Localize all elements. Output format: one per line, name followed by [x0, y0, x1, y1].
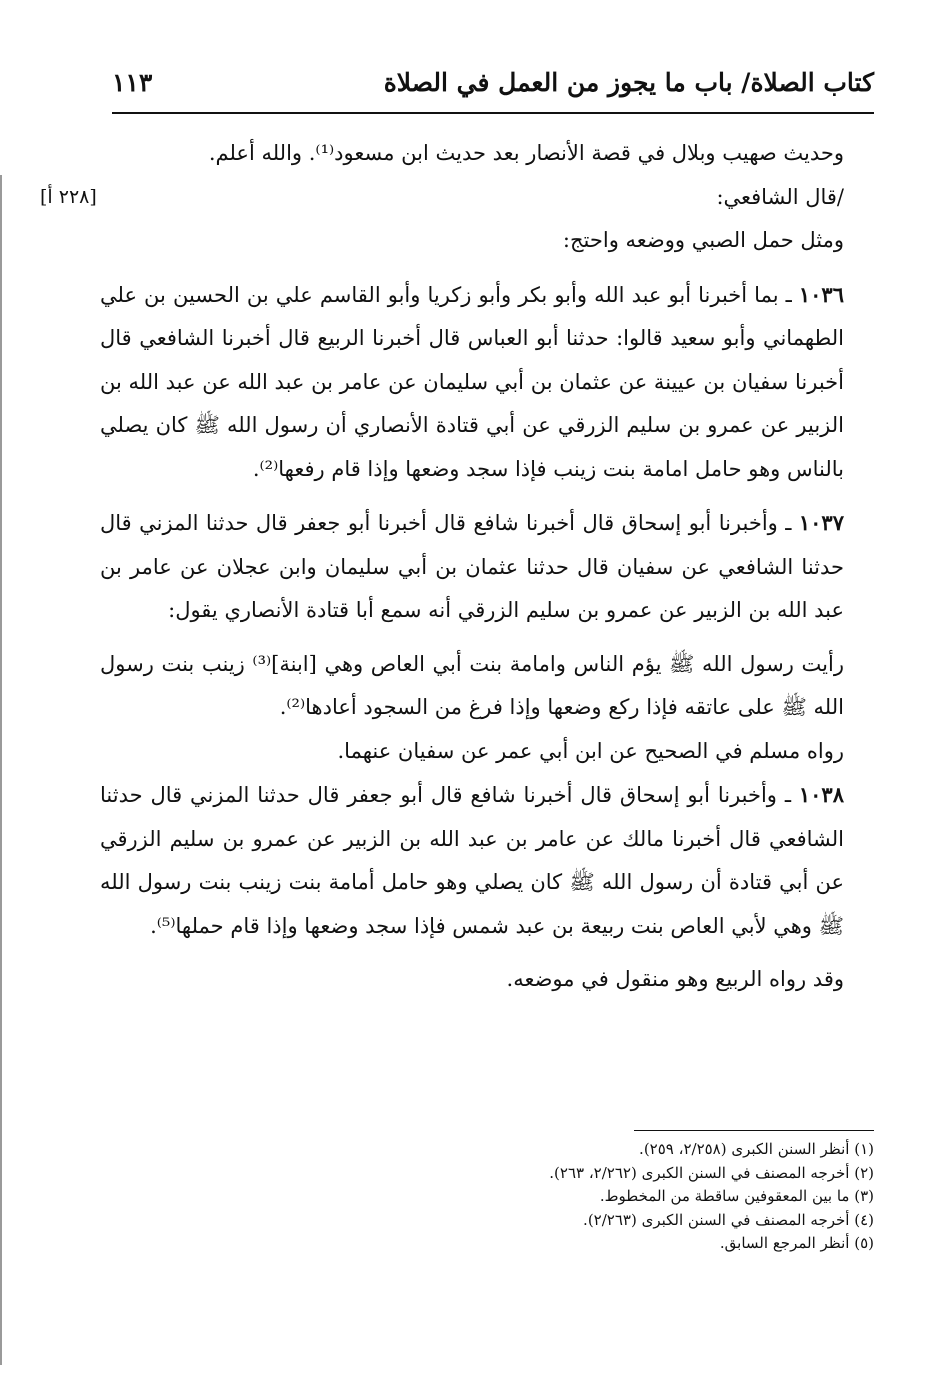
hadith-number: ١٠٣٧ — [798, 510, 844, 535]
rabee-note: وقد رواه الربيع وهو منقول في موضعه. — [506, 967, 844, 991]
manuscript-folio-marker: [٢٢٨ أ] — [40, 185, 97, 208]
footnote-item: (٢) أخرجه المصنف في السنن الكبرى (٢/٢٦٢، ٢٦٣). — [549, 1163, 874, 1182]
footnote-rule — [634, 1130, 874, 1131]
hadith-1036 — [100, 273, 874, 492]
scan-edge-line — [0, 175, 2, 1365]
hadith-quote: رأيت رسول الله ﷺ يؤم الناس وامامة بنت أبي العاص وهي [ابنة]⁽³⁾ زينب بنت رسول الله ﷺ على عاتقه فإذا ركع وضعها وإذا فرغ من السجود أعادها⁽²⁾. — [100, 651, 844, 719]
footnote-item: (٥) أنظر المرجع السابق. — [719, 1234, 874, 1252]
hadith-text: ـ وأخبرنا أبو إسحاق قال أخبرنا شافع قال أبو جعفر قال حدثنا المزني قال حدثنا الشافعي قال أخبرنا مالك عن عامر بن عبد الله بن الزبير عن عمرو بن سليم الزرقي عن أبي قتادة أن رسول الله ﷺ كان يصلي وهو حامل أمامة بنت زينب بنت رسول الله ﷺ وهي لأبي العاص بنت ربيعة بن عبد شمس فإذا سجد وضعها وإذا قام حملها⁽⁵⁾. — [100, 783, 844, 938]
hadith-1037 — [100, 501, 874, 633]
paragraph-shafii — [40, 176, 874, 220]
footnotes — [100, 1138, 874, 1256]
hadith-number: ١٠٣٦ — [798, 281, 844, 307]
muslim-attribution: رواه مسلم في الصحيح عن ابن أبي عمر عن سفيان عنهما. — [337, 738, 844, 763]
footnote-item: (١) أنظر السنن الكبرى (٢/٢٥٨، ٢٥٩). — [639, 1140, 874, 1158]
paragraph-carrying-child: ومثل حمل الصبي ووضعه واحتج: — [562, 228, 844, 252]
hadith-text: ـ وأخبرنا أبو إسحاق قال أخبرنا شافع قال أخبرنا أبو جعفر قال حدثنا المزني قال حدثنا الشافعي عن سفيان قال حدثنا عثمان بن أبي سليمان وابن عجلان عن عامر بن عبد الله بن الزبير عن عمرو بن سليم الزرقي أنه سمع أبا قتادة الأنصاري يقول: — [100, 511, 844, 622]
page-number: ١١٣ — [112, 68, 153, 97]
running-header — [112, 60, 874, 112]
shafii-label: /قال الشافعي: — [716, 184, 844, 209]
header-title: كتاب الصلاة/ باب ما يجوز من العمل في الصلاة — [383, 68, 874, 97]
hadith-number: ١٠٣٨ — [798, 782, 844, 807]
footnote-item: (٣) ما بين المعقوفين ساقطة من المخطوط. — [599, 1187, 874, 1205]
footnote-item: (٤) أخرجه المصنف في السنن الكبرى (٢/٢٦٣). — [583, 1210, 874, 1229]
hadith-text: ـ بما أخبرنا أبو عبد الله وأبو بكر وأبو زكريا وأبو القاسم علي بن الحسين بن علي الطهماني وأبو سعيد قالوا: حدثنا أبو العباس قال أخبرنا الربيع قال أخبرنا الشافعي قال أخبرنا سفيان بن عيينة عن عثمان بن أبي سليمان عن عامر بن عبد الله عن عبد الله بن الزبير عن عمرو بن سليم الزرقي عن أبي قتادة الأنصاري أن رسول الله ﷺ كان يصلي بالناس وهو حامل امامة بنت زينب فإذا سجد وضعها وإذا قام رفعها⁽²⁾. — [100, 282, 844, 481]
header-rule — [112, 112, 874, 114]
hadith-1038 — [100, 773, 874, 948]
paragraph-saheeb: وحديث صهيب وبلال في قصة الأنصار بعد حديث ابن مسعود⁽¹⁾. والله أعلم. — [208, 141, 844, 165]
main-text — [40, 132, 874, 1002]
